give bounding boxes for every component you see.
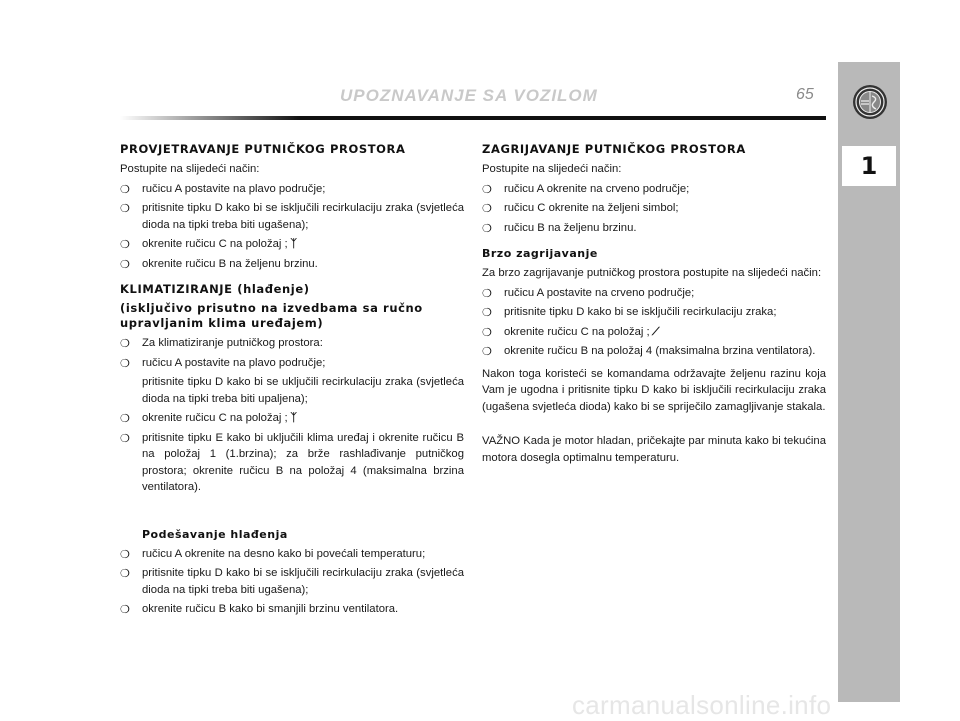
list-item-text: Za klimatiziranje putničkog prostora: [142, 337, 323, 349]
intro-text: Postupite na slijedeći način: [120, 163, 260, 175]
list-item-text: ručicu A postavite na crveno područje; [504, 286, 695, 299]
bullet-list [120, 546, 464, 618]
note-paragraph: VAŽNO Kada je motor hladan, pričekajte par minuta kako bi tekućina motora dosegla optimalnu temperaturu. [482, 435, 826, 464]
section-heading: ZAGRIJAVANJE PUTNIČKOG PROSTORA [482, 142, 746, 156]
list-item [482, 343, 826, 360]
bullet-list [482, 285, 826, 360]
bullet-icon: ❍ [120, 548, 130, 561]
list-item-text: pritisnite tipku E kako bi uključili klima uređaj i okrenite ručicu B na položaj 1 (1.brzina); za brže rashlađivanje putničkog prostora; okrenite ručicu B na položaj 4 (maksimalna brzina ventilatora). [142, 431, 464, 493]
bullet-icon: ❍ [120, 258, 130, 271]
list-item [482, 304, 826, 321]
face-vent-icon: ᛉ [290, 238, 297, 250]
bullet-icon: ❍ [482, 203, 492, 215]
paragraph: Nakon toga koristeći se komandama održavajte željenu razinu koja Vam je ugodna i pritisnite tipku D kako bi isključili recirkulaciju zraka (ugašena svjetleća dioda) kako bi se spriječilo zamagljivanje stakala. [482, 367, 826, 413]
list-item [482, 200, 826, 217]
list-item-text: pritisnite tipku D kako bi se uključili recirkulaciju zraka (svjetleća dioda na tipki treba biti upaljena); [142, 376, 464, 405]
defrost-vent-icon: ⟋ [651, 325, 660, 338]
list-item-text: ručicu B na željenu brzinu. [504, 221, 637, 234]
list-item [120, 200, 464, 233]
bullet-icon: ❍ [482, 307, 492, 319]
bullet-list [482, 181, 826, 237]
bullet-icon: ❍ [120, 357, 130, 370]
section-subheading: (isključivo prisutno na izvedbama sa ručno upravljanim klima uređajem) [120, 301, 423, 330]
bullet-icon: ❍ [482, 326, 492, 339]
list-item-text: ručicu C okrenite na željeni simbol; [504, 202, 679, 214]
brand-logo-icon [852, 84, 888, 120]
page-header-title: UPOZNAVANJE SA VOZILOM [340, 86, 598, 105]
list-item [482, 324, 826, 341]
bullet-icon: ❍ [120, 239, 130, 251]
bullet-icon: ❍ [120, 203, 130, 215]
list-item [120, 256, 464, 273]
list-item-text: okrenite ručicu B kako bi smanjili brzinu ventilatora. [142, 603, 399, 615]
list-item [482, 285, 826, 302]
bullet-list [120, 181, 464, 273]
bullet-icon: ❍ [120, 338, 130, 350]
bullet-icon: ❍ [482, 222, 492, 235]
list-item [120, 236, 464, 253]
list-item-text: pritisnite tipku D kako bi se isključili recirkulaciju zraka; [504, 306, 777, 318]
bullet-icon: ❍ [120, 568, 130, 580]
list-item [120, 601, 464, 618]
chapter-number-box: 1 [842, 146, 896, 186]
list-item [120, 335, 464, 352]
list-item-text: ručicu A postavite na plavo područje; [142, 356, 326, 369]
list-item-text: okrenite ručicu B na položaj 4 (maksimalna brzina ventilatora). [504, 345, 816, 357]
list-item-text: pritisnite tipku D kako bi se isključili recirkulaciju zraka (svjetleća dioda na tipki treba biti ugašena); [142, 567, 464, 596]
bullet-icon: ❍ [482, 346, 492, 358]
list-item [120, 410, 464, 427]
list-item-text: okrenite ručicu C na položaj ; [504, 325, 650, 338]
face-vent-icon: ᛉ [290, 412, 297, 424]
list-item-text: ručicu A okrenite na desno kako bi povećali temperaturu; [142, 547, 426, 560]
bullet-icon: ❍ [120, 413, 130, 425]
bullet-icon: ❍ [120, 183, 130, 196]
list-item-text: pritisnite tipku D kako bi se isključili recirkulaciju zraka (svjetleća dioda na tipki treba biti ugašena); [142, 202, 464, 231]
list-item [120, 430, 464, 496]
list-item [120, 355, 464, 372]
right-column [482, 138, 826, 468]
list-item [120, 546, 464, 563]
page-number: 65 [796, 86, 814, 103]
list-item [120, 565, 464, 598]
list-item [482, 181, 826, 198]
bullet-icon: ❍ [120, 432, 130, 445]
intro-text: Postupite na slijedeći način: [482, 163, 622, 175]
section-heading: KLIMATIZIRANJE (hlađenje) [120, 282, 310, 296]
left-column [120, 138, 464, 621]
section-heading: Podešavanje hlađenja [142, 527, 288, 541]
list-item-text: okrenite ručicu C na položaj ; [142, 238, 288, 250]
header-rule [120, 116, 826, 120]
section-heading: Brzo zagrijavanje [482, 247, 598, 260]
bullet-icon: ❍ [482, 287, 492, 300]
bullet-icon: ❍ [120, 604, 130, 616]
bullet-icon: ❍ [482, 183, 492, 196]
list-item [482, 220, 826, 237]
list-item [120, 374, 464, 407]
list-item-text: okrenite ručicu C na položaj ; [142, 412, 288, 424]
section-heading: PROVJETRAVANJE PUTNIČKOG PROSTORA [120, 142, 406, 156]
list-item-text: ručicu A postavite na plavo područje; [142, 182, 326, 195]
list-item [120, 181, 464, 198]
list-item-text: ručicu A okrenite na crveno područje; [504, 182, 690, 195]
watermark: carmanualsonline.info [572, 690, 832, 720]
bullet-list [120, 335, 464, 496]
list-item-text: okrenite ručicu B na željenu brzinu. [142, 257, 318, 270]
intro-text: Za brzo zagrijavanje putničkog prostora postupite na slijedeći način: [482, 267, 822, 279]
